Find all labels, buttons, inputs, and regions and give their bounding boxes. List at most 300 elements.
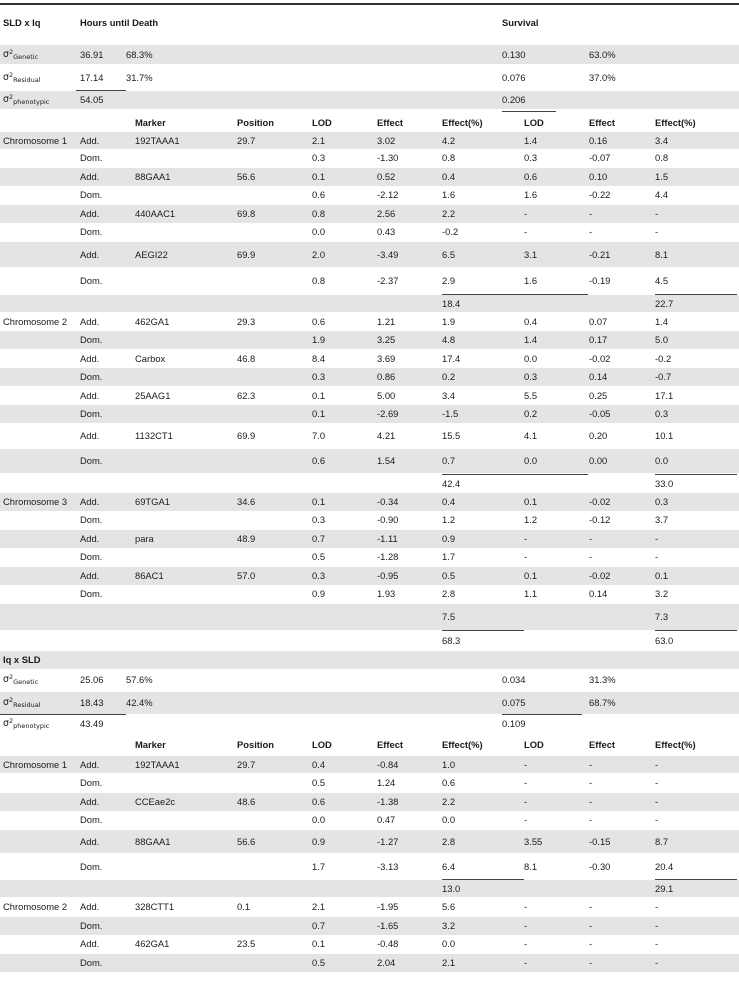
table-row: [0, 954, 739, 972]
table-cell: 17.1: [655, 390, 674, 401]
table-cell: 1.1: [524, 588, 538, 599]
table-cell: 0.9: [312, 836, 326, 847]
marker-name: 88GAA1: [135, 836, 171, 847]
table-cell: -1.28: [377, 551, 399, 562]
table-cell: -0.2: [655, 353, 672, 364]
effect-type: Add.: [80, 570, 100, 581]
table-cell: -: [655, 901, 659, 912]
effect-type: Add.: [80, 171, 100, 182]
table-cell: 15.5: [442, 430, 461, 441]
table-cell: -: [524, 814, 528, 825]
table-cell: 1.7: [442, 551, 456, 562]
table-cell: 62.3: [237, 390, 256, 401]
table-cell: -: [524, 759, 528, 770]
sigma-subscript: phenotypic: [13, 722, 50, 730]
table-row: [0, 493, 739, 511]
table-cell: 2.0: [312, 249, 326, 260]
effect-type: Dom.: [80, 189, 103, 200]
table-cell: 0.1: [524, 496, 538, 507]
table-cell: 2.9: [442, 275, 456, 286]
table-cell: 3.02: [377, 135, 396, 146]
table-row: [0, 350, 739, 368]
column-header: Position: [237, 739, 274, 750]
column-header: Effect: [377, 739, 404, 750]
table-cell: 0.16: [589, 135, 608, 146]
table-cell: 0.4: [312, 759, 326, 770]
chromosome-label: Chromosome 3: [3, 496, 68, 507]
rule-line: [442, 294, 524, 295]
table-cell: 29.3: [237, 316, 256, 327]
effect-type: Dom.: [80, 777, 103, 788]
rule-line: [524, 294, 588, 295]
table-cell: 0.3: [524, 371, 538, 382]
table-row: [0, 424, 739, 448]
sigma-symbol: σ: [3, 94, 9, 105]
marker-name: para: [135, 533, 154, 544]
table-cell: 0.3: [312, 371, 326, 382]
table-cell: 0.2: [524, 408, 538, 419]
table-cell: -: [524, 208, 528, 219]
marker-name: 462GA1: [135, 938, 170, 949]
chromosome-label: Chromosome 1: [3, 135, 68, 146]
column-header: Effect(%): [655, 117, 696, 128]
section-title-row: [0, 14, 739, 32]
table-row: [0, 186, 739, 204]
rule-line: [524, 474, 588, 475]
table-cell: -0.02: [589, 570, 611, 581]
table-cell: 0.5: [442, 570, 456, 581]
table-cell: 0.1: [312, 938, 326, 949]
table-cell: -0.12: [589, 514, 611, 525]
table-cell: 10.1: [655, 430, 674, 441]
column-header: LOD: [524, 739, 544, 750]
variance-label: [3, 45, 38, 65]
table-cell: 3.55: [524, 836, 543, 847]
effect-type: Dom.: [80, 226, 103, 237]
effect-type: Add.: [80, 353, 100, 364]
table-cell: 0.3: [312, 514, 326, 525]
section-title-row: [0, 651, 739, 669]
table-cell: 0.8: [312, 208, 326, 219]
effect-type: Dom.: [80, 551, 103, 562]
rule-line: [442, 879, 524, 880]
table-row: [0, 511, 739, 529]
table-row: [0, 405, 739, 423]
table-cell: -: [524, 920, 528, 931]
table-cell: 0.86: [377, 371, 396, 382]
table-cell: 29.7: [237, 135, 256, 146]
table-cell: 2.1: [312, 135, 326, 146]
table-cell: 1.4: [655, 316, 669, 327]
variance-value-survival: 0.075: [502, 697, 526, 708]
table-cell: 4.1: [524, 430, 538, 441]
section-title: Iq x SLD: [3, 654, 41, 665]
table-cell: -0.21: [589, 249, 611, 260]
table-cell: 1.21: [377, 316, 396, 327]
table-cell: -0.48: [377, 938, 399, 949]
table-cell: 17.4: [442, 353, 461, 364]
table-cell: -: [524, 957, 528, 968]
table-row: [0, 475, 739, 493]
table-cell: -: [655, 814, 659, 825]
table-cell: 2.04: [377, 957, 396, 968]
table-cell: 63.0: [655, 635, 674, 646]
table-cell: 3.2: [442, 920, 456, 931]
table-cell: 0.9: [312, 588, 326, 599]
column-header: LOD: [524, 117, 544, 128]
table-cell: 8.1: [524, 861, 538, 872]
table-cell: 0.5: [312, 551, 326, 562]
table-cell: 5.00: [377, 390, 396, 401]
table-cell: 0.8: [312, 275, 326, 286]
table-cell: 0.1: [524, 570, 538, 581]
table-cell: -: [524, 777, 528, 788]
rule-line: [655, 630, 737, 631]
column-header: LOD: [312, 739, 332, 750]
table-cell: -2.69: [377, 408, 399, 419]
effect-type: Dom.: [80, 275, 103, 286]
table-cell: 0.5: [312, 777, 326, 788]
sigma-subscript: Genetic: [13, 53, 39, 61]
marker-name: AEGI22: [135, 249, 168, 260]
table-cell: 0.25: [589, 390, 608, 401]
table-row: [0, 854, 739, 879]
variance-percent-survival: 31.3%: [589, 674, 616, 685]
table-cell: 2.1: [312, 901, 326, 912]
rule-line: [655, 294, 737, 295]
table-cell: 56.6: [237, 836, 256, 847]
sigma-superscript: 2: [8, 717, 14, 725]
table-cell: -: [655, 208, 659, 219]
rule-line: [655, 879, 737, 880]
marker-name: 88GAA1: [135, 171, 171, 182]
variance-percent-survival: 63.0%: [589, 49, 616, 60]
table-cell: 8.4: [312, 353, 326, 364]
table-cell: 2.8: [442, 836, 456, 847]
effect-type: Dom.: [80, 920, 103, 931]
table-cell: -0.19: [589, 275, 611, 286]
column-header: Effect(%): [655, 739, 696, 750]
table-row: [0, 631, 739, 650]
rule-line: [655, 474, 737, 475]
table-cell: 0.4: [442, 496, 456, 507]
rule-line: [76, 714, 126, 715]
table-row: [0, 387, 739, 405]
table-cell: 0.7: [442, 455, 456, 466]
table-cell: 69.9: [237, 249, 256, 260]
column-header-row: [0, 734, 739, 756]
variance-value-hours: 17.14: [80, 72, 104, 83]
table-cell: 0.14: [589, 588, 608, 599]
table-cell: 3.4: [655, 135, 669, 146]
sigma-superscript: 2: [8, 48, 14, 56]
table-cell: 3.1: [524, 249, 538, 260]
table-cell: -: [655, 796, 659, 807]
effect-type: Dom.: [80, 152, 103, 163]
variance-row: [0, 66, 739, 90]
table-cell: 1.6: [524, 189, 538, 200]
marker-name: 192TAAA1: [135, 135, 180, 146]
table-cell: -1.27: [377, 836, 399, 847]
table-cell: 3.4: [442, 390, 456, 401]
table-cell: -: [589, 901, 593, 912]
section-title: SLD x Iq: [3, 17, 41, 28]
table-row: [0, 331, 739, 349]
table-row: [0, 935, 739, 953]
trait-header-hours: Hours until Death: [80, 17, 159, 28]
table-cell: 0.5: [312, 957, 326, 968]
table-cell: -0.15: [589, 836, 611, 847]
table-cell: 0.3: [312, 570, 326, 581]
rule-line: [442, 630, 524, 631]
effect-type: Add.: [80, 316, 100, 327]
variance-percent-survival: 68.7%: [589, 697, 616, 708]
column-header: Effect: [589, 117, 616, 128]
table-cell: -0.02: [589, 496, 611, 507]
variance-value-survival: 0.034: [502, 674, 526, 685]
table-cell: 3.69: [377, 353, 396, 364]
table-cell: 1.24: [377, 777, 396, 788]
table-cell: 0.1: [237, 901, 251, 912]
variance-value-hours: 43.49: [80, 718, 104, 729]
table-cell: 0.1: [655, 570, 669, 581]
table-cell: 0.17: [589, 334, 608, 345]
table-cell: 5.0: [655, 334, 669, 345]
table-row: [0, 132, 739, 149]
table-cell: 0.2: [442, 371, 456, 382]
effect-type: Dom.: [80, 588, 103, 599]
table-row: [0, 898, 739, 916]
table-cell: 0.6: [312, 796, 326, 807]
table-cell: 0.3: [655, 408, 669, 419]
effect-type: Dom.: [80, 861, 103, 872]
sigma-subscript: Genetic: [13, 678, 39, 686]
table-cell: -: [589, 920, 593, 931]
sigma-symbol: σ: [3, 697, 9, 708]
column-header: Effect: [589, 739, 616, 750]
marker-name: 440AAC1: [135, 208, 176, 219]
table-cell: -: [589, 551, 593, 562]
table-cell: -: [524, 533, 528, 544]
table-cell: -3.13: [377, 861, 399, 872]
table-cell: 2.2: [442, 208, 456, 219]
sigma-superscript: 2: [8, 71, 14, 79]
table-cell: 8.7: [655, 836, 669, 847]
table-cell: 4.4: [655, 189, 669, 200]
table-cell: 13.0: [442, 883, 461, 894]
effect-type: Add.: [80, 938, 100, 949]
table-cell: -: [655, 777, 659, 788]
table-cell: 2.8: [442, 588, 456, 599]
variance-value-survival: 0.206: [502, 94, 526, 105]
table-cell: 3.25: [377, 334, 396, 345]
variance-row: [0, 669, 739, 691]
effect-type: Add.: [80, 496, 100, 507]
table-row: [0, 830, 739, 853]
sigma-symbol: σ: [3, 72, 9, 83]
table-cell: 1.2: [524, 514, 538, 525]
table-cell: 1.6: [524, 275, 538, 286]
column-header: Position: [237, 117, 274, 128]
variance-percent-hours: 68.3%: [126, 49, 153, 60]
variance-label: [3, 669, 38, 691]
table-cell: 2.56: [377, 208, 396, 219]
chromosome-label: Chromosome 1: [3, 759, 68, 770]
table-row: [0, 774, 739, 792]
table-cell: 18.4: [442, 298, 461, 309]
column-header: Effect: [377, 117, 404, 128]
top-rule: [0, 3, 739, 5]
table-cell: 0.1: [312, 390, 326, 401]
table-cell: 2.1: [442, 957, 456, 968]
table-cell: -: [524, 901, 528, 912]
table-cell: 0.3: [524, 152, 538, 163]
table-cell: 1.6: [442, 189, 456, 200]
table-cell: 0.10: [589, 171, 608, 182]
variance-label: [3, 692, 41, 714]
table-row: [0, 917, 739, 935]
effect-type: Dom.: [80, 371, 103, 382]
table-cell: -: [524, 226, 528, 237]
effect-type: Dom.: [80, 408, 103, 419]
table-cell: -: [655, 533, 659, 544]
variance-percent-survival: 37.0%: [589, 72, 616, 83]
table-cell: 46.8: [237, 353, 256, 364]
table-row: [0, 242, 739, 267]
table-row: [0, 223, 739, 241]
table-row: [0, 756, 739, 773]
sigma-superscript: 2: [8, 696, 14, 704]
table-cell: 0.6: [442, 777, 456, 788]
table-row: [0, 295, 739, 312]
table-cell: -: [589, 208, 593, 219]
table-row: [0, 205, 739, 223]
sigma-subscript: phenotypic: [13, 98, 50, 106]
table-row: [0, 793, 739, 811]
effect-type: Dom.: [80, 514, 103, 525]
table-cell: -: [655, 957, 659, 968]
table-cell: 4.5: [655, 275, 669, 286]
table-cell: -0.02: [589, 353, 611, 364]
table-cell: -1.38: [377, 796, 399, 807]
table-cell: 0.7: [312, 920, 326, 931]
sigma-subscript: Residual: [13, 701, 41, 709]
table-cell: 0.6: [312, 189, 326, 200]
trait-header-survival: Survival: [502, 17, 539, 28]
effect-type: Add.: [80, 249, 100, 260]
variance-row: [0, 91, 739, 109]
table-cell: 0.52: [377, 171, 396, 182]
table-cell: -1.5: [442, 408, 459, 419]
table-cell: -: [655, 920, 659, 931]
table-cell: -: [589, 938, 593, 949]
table-cell: -0.22: [589, 189, 611, 200]
table-cell: 34.6: [237, 496, 256, 507]
variance-percent-hours: 42.4%: [126, 697, 153, 708]
table-cell: 1.4: [524, 135, 538, 146]
variance-row: [0, 45, 739, 64]
effect-type: Dom.: [80, 814, 103, 825]
marker-name: 328CTT1: [135, 901, 175, 912]
table-cell: 1.9: [312, 334, 326, 345]
table-row: [0, 548, 739, 566]
table-cell: -3.49: [377, 249, 399, 260]
sigma-symbol: σ: [3, 674, 9, 685]
sigma-symbol: σ: [3, 718, 9, 729]
table-cell: 1.93: [377, 588, 396, 599]
sigma-subscript: Residual: [13, 76, 41, 84]
chromosome-label: Chromosome 2: [3, 316, 68, 327]
table-cell: 8.1: [655, 249, 669, 260]
table-cell: 0.07: [589, 316, 608, 327]
table-row: [0, 149, 739, 167]
table-cell: 29.1: [655, 883, 674, 894]
table-cell: 1.9: [442, 316, 456, 327]
table-cell: -: [655, 551, 659, 562]
column-header: Effect(%): [442, 117, 483, 128]
rule-line: [502, 714, 582, 715]
table-cell: 42.4: [442, 478, 461, 489]
table-cell: -: [589, 796, 593, 807]
table-cell: -: [655, 226, 659, 237]
variance-value-hours: 18.43: [80, 697, 104, 708]
table-row: [0, 313, 739, 331]
column-header-row: [0, 112, 739, 134]
table-cell: -: [524, 938, 528, 949]
table-row: [0, 530, 739, 548]
table-cell: -0.07: [589, 152, 611, 163]
effect-type: Dom.: [80, 957, 103, 968]
table-cell: 0.20: [589, 430, 608, 441]
effect-type: Add.: [80, 430, 100, 441]
column-header: LOD: [312, 117, 332, 128]
effect-type: Dom.: [80, 334, 103, 345]
table-cell: 4.8: [442, 334, 456, 345]
table-cell: -2.12: [377, 189, 399, 200]
table-cell: -0.84: [377, 759, 399, 770]
table-cell: 0.0: [442, 814, 456, 825]
effect-type: Add.: [80, 759, 100, 770]
table-cell: 0.6: [524, 171, 538, 182]
table-cell: 0.1: [312, 408, 326, 419]
table-cell: 48.9: [237, 533, 256, 544]
table-row: [0, 449, 739, 473]
table-cell: 5.5: [524, 390, 538, 401]
column-header: Marker: [135, 739, 166, 750]
rule-line: [76, 90, 126, 91]
column-header: Marker: [135, 117, 166, 128]
marker-name: 86AC1: [135, 570, 164, 581]
table-row: [0, 368, 739, 386]
effect-type: Add.: [80, 208, 100, 219]
table-row: [0, 567, 739, 585]
table-cell: 0.0: [312, 226, 326, 237]
table-cell: 1.7: [312, 861, 326, 872]
table-row: [0, 268, 739, 293]
table-cell: 0.1: [312, 496, 326, 507]
table-cell: 6.4: [442, 861, 456, 872]
table-cell: 29.7: [237, 759, 256, 770]
table-cell: 5.6: [442, 901, 456, 912]
table-row: [0, 880, 739, 897]
rule-line: [442, 474, 524, 475]
table-cell: 22.7: [655, 298, 674, 309]
table-cell: 0.9: [442, 533, 456, 544]
table-cell: -: [589, 226, 593, 237]
table-cell: 0.14: [589, 371, 608, 382]
table-row: [0, 811, 739, 829]
variance-value-hours: 36.91: [80, 49, 104, 60]
